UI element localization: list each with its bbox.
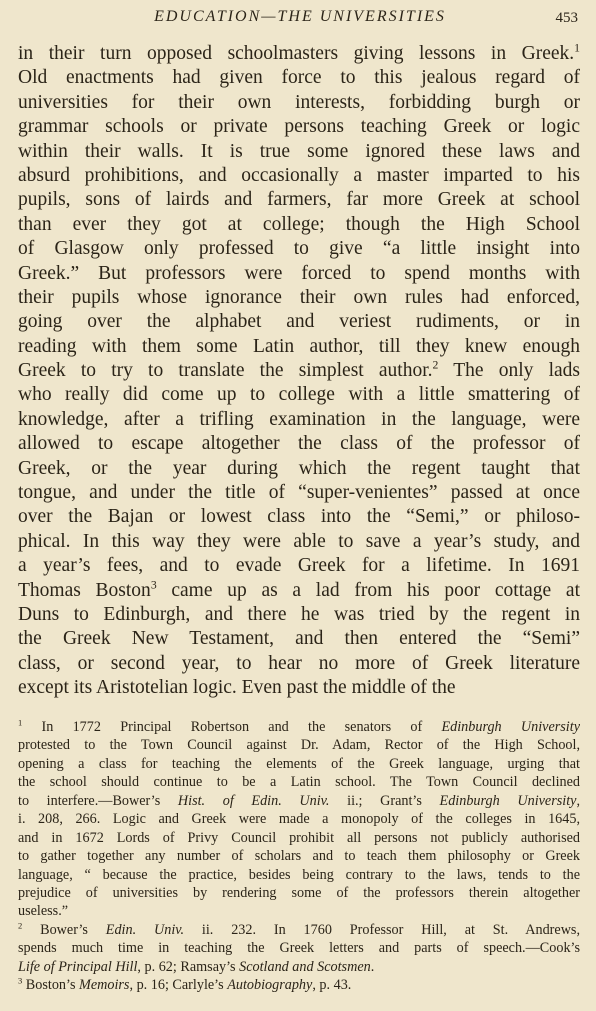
body-line: within their walls. It is true some ignored these laws and (18, 140, 580, 162)
body-line: who really did come up to college with a little smattering of (18, 384, 580, 406)
body-line: pupils, sons of lairds and farmers, far more Greek at school (18, 189, 580, 211)
footnote-line: protested to the Town Council against Dr. Adam, Rector of the High School, (18, 737, 580, 754)
body-line: class, or second year, to hear no more of Greek literature (18, 652, 580, 674)
body-line: going over the alphabet and veriest rudiments, or in (18, 311, 580, 333)
footnote-marker: 3 (18, 976, 23, 986)
page-number: 453 (555, 10, 578, 26)
page-header (18, 6, 582, 30)
body-line: knowledge, after a trifling examination in the language, were (18, 408, 580, 430)
footnote-2 (18, 921, 580, 976)
body-line: of Glasgow only professed to give “a little insight into (18, 238, 580, 260)
body-line: over the Bajan or lowest class into the “Semi,” or philoso- (18, 506, 580, 528)
footnote-marker: 3 (150, 578, 157, 591)
footnote-line: to interfere.—Bower’s Hist. of Edin. Univ. ii.; Grant’s Edinburgh University, (18, 792, 580, 809)
body-line: Duns to Edinburgh, and there he was tried by the regent in (18, 603, 580, 625)
running-head: EDUCATION—THE UNIVERSITIES (154, 8, 446, 25)
body-line: Greek.” But professors were forced to spend months with (18, 262, 580, 284)
body-text (18, 42, 580, 701)
footnote-line: i. 208, 266. Logic and Greek were made a monopoly of the colleges in 1645, (18, 811, 580, 828)
footnote-line: Life of Principal Hill, p. 62; Ramsay’s Scotland and Scotsmen. (18, 958, 375, 975)
footnote-marker: 2 (18, 920, 23, 931)
body-line: the Greek New Testament, and then entered the “Semi” (18, 628, 580, 650)
body-line: tongue, and under the title of “super-venientes” passed at once (18, 482, 580, 504)
body-line: absurd prohibitions, and occasionally a master imparted to his (18, 164, 580, 186)
body-line: in their turn opposed schoolmasters giving lessons in Greek.$^1$ (18, 42, 580, 64)
body-line: their pupils whose ignorance their own rules had enforced, (18, 286, 580, 308)
body-line: Greek to try to translate the simplest author.$^2$ The only lads (18, 359, 580, 382)
body-line: Greek, or the year during which the regent taught that (18, 457, 580, 479)
footnote-line: language, “ because the practice, besides being contrary to the laws, tends to the (18, 866, 580, 883)
body-line: phical. In this way they were able to save a year’s study, and (18, 530, 580, 552)
body-line: except its Aristotelian logic. Even past the middle of the (18, 677, 456, 699)
footnote-marker: 1 (574, 42, 580, 55)
body-line: grammar schools or private persons teaching Greek or logic (18, 116, 580, 138)
body-line: Thomas Boston$^3$ came up as a lad from his poor cottage at (18, 578, 580, 601)
footnotes (18, 718, 580, 995)
body-line: a year’s fees, and to evade Greek for a lifetime. In 1691 (18, 555, 580, 577)
footnote-line: prejudice of universities by rendering some of the professors therein altogether (18, 884, 580, 901)
footnote-3 (18, 976, 580, 994)
footnote-line: $^3$ Boston’s Memoirs, p. 16; Carlyle’s Autobiography, p. 43. (18, 976, 352, 994)
footnote-marker: 1 (18, 718, 23, 728)
footnote-marker: 2 (432, 359, 439, 372)
footnote-line: $^2$ Bower’s Edin. Univ. ii. 232. In 1760 Professor Hill, at St. Andrews, (18, 920, 580, 938)
body-line: allowed to escape altogether the class of the professor of (18, 433, 580, 455)
footnote-1 (18, 718, 580, 921)
footnote-line: opening a class for teaching the elements of the Greek language, urging that (18, 755, 580, 772)
footnote-line: useless.” (18, 903, 69, 920)
body-line: Old enactments had given force to this jealous regard of (18, 67, 580, 89)
body-line: than ever they got at college; though the High School (18, 213, 580, 235)
footnote-line: $^1$ In 1772 Principal Robertson and the senators of Edinburgh University (18, 718, 580, 735)
footnote-line: and in 1672 Lords of Privy Council prohibit all persons not publicly authorised (18, 829, 580, 846)
body-line: reading with them some Latin author, till they knew enough (18, 335, 580, 357)
footnote-line: to gather together any number of scholars and to teach them philosophy or Greek (18, 848, 580, 865)
footnote-line: the school should continue to be a Latin school. The Town Council declined (18, 774, 580, 791)
footnote-line: spends much time in teaching the Greek letters and parts of speech.—Cook’s (18, 940, 580, 957)
body-line: universities for their own interests, forbidding burgh or (18, 91, 580, 113)
